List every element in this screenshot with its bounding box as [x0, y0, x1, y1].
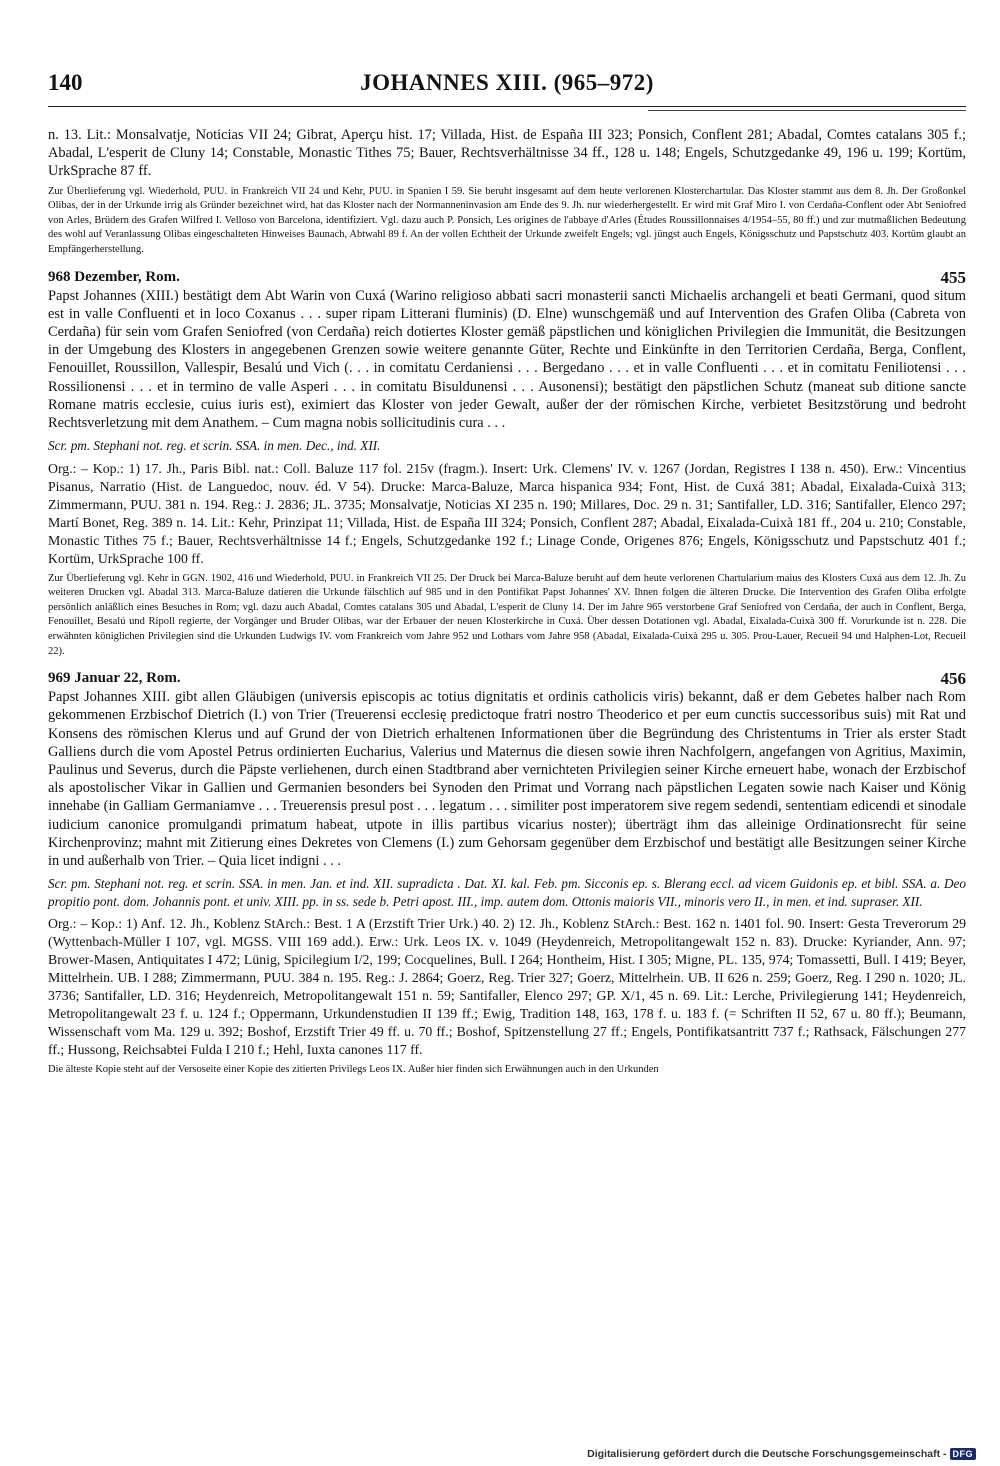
header-rule-thin — [648, 110, 966, 111]
entry-heading — [48, 669, 966, 688]
entry-456 — [48, 669, 966, 1077]
entry-note: Die älteste Kopie steht auf der Versoseite einer Kopie des zitierten Privilegs Leos IX. Außer hier finden sich Erwähnungen auch in den Urkunden — [48, 1064, 659, 1076]
intro-literature: n. 13. Lit.: Monsalvatje, Noticias VII 24; Gibrat, Aperçu hist. 17; Villada, Hist. de España III 323; Ponsich, Conflent 281; Abadal, Comtes catalans 305 f.; Abadal, L'esperit de Cluny 14; Constable, Monastic Tithes 75; Bauer, Rechtsverhältnisse 34 ff., 128 u. 148; Engels, Schutzgedanke 49, 196 u. 199; Kortüm, UrkSprache 87 ff. — [48, 127, 966, 180]
header-rule — [48, 106, 966, 107]
funding-text: Digitalisierung gefördert durch die Deutsche Forschungsgemeinschaft - — [587, 1448, 947, 1460]
entry-455 — [48, 268, 966, 660]
entry-scriptum: Scr. pm. Stephani not. reg. et scrin. SSA. in men. Dec., ind. XII. — [48, 438, 381, 454]
funding-footer — [587, 1448, 976, 1460]
entry-regest: Papst Johannes XIII. gibt allen Gläubigen (universis episcopis ac totius dignitatis et ordinis catholicis viris) bekannt, daß er dem Gebetes halber nach Rom gekommenen Erzbischof Dietrich (I.) von Trier (Treuerensi ecclesię predictoque fratri nostro Theoderico et per eum cunctis successoribus suis) mit Rat und Konsens des römischen Klerus und auf Grund der von Dietrich erhaltenen Informationen über die Begründung des Christentums in Trier als erster Stadt Galliens durch die vom Apostel Petrus ordinierten Eucharius, Valerius und Maternus die diesen sowie ihren Nachfolgern, angefangen von Agritius, Maximin, Paulinus und Severus, durch die Päpste verliehenen, durch einen Stadtbrand aber vernichteten Privilegien seiner Kirche erneuert habe, wonach der Erzbischof als apostolischer Vikar in Gallien und Germanien besonders bei Synoden den Primat und Vorrang nach päpstlichen Legaten sowie nach Kaiser und König innehabe (in Galliam Germaniamve . . . Treuerensis presul post . . . legatum . . . similiter post imperatorem sive regem sedendi, sententiam edicendi et sinodale iudicium canonice promulgandi primatum habeat, utpote in illis partibus vicarius noster); überträgt ihm das alleinige Ordinationsrecht für seine Kirchenprovinz; mahnt mit Zitierung eines Dekretes von Clemens (I.) zum Gehorsam gegenüber dem Erzbischof und bestätigt alle Besitzungen seiner Kirche in und außerhalb von Trier. – Quia licet indigni . . . — [48, 689, 966, 869]
page-number: 140 — [48, 70, 83, 95]
page — [48, 70, 966, 1076]
running-header — [48, 70, 966, 108]
entry-regest: Papst Johannes (XIII.) bestätigt dem Abt Warin von Cuxá (Warino religioso abbati sacri monasterii sancti Michaelis archangeli et beati Germani, quod situm est in valle Confluenti et in loco Coxanus . . . super ripam Litterani fluminis) (D. Elne) wunschgemäß und auf Intervention des Grafen Oliba (Cabreta von Cerdaña) für sein vom Grafen Seniofred (von Cerdaña) reich dotiertes Kloster gemäß päpstlichen und königlichen Privilegien die Immunität, die Besitzungen in der Umgebung des Klosters in angegebenen Grenzen sowie weitere genannte Güter, Rechte und Einkünfte in den Territorien Cerdaña, Berga, Conflent, Fenouillet, Roussillon, Vallespir, Besalú und Vich (. . . in comitatu Cerdaniensi . . . Bergedano . . . et in valle Confluenti . . . et in comitatu Feniliotensi . . . Rossilionensi . . . et in termino de valle Asperi . . . in comitatu Bisuldunensi . . . Ausonensi); bestätigt den päpstlichen Schutz (maneat sub ditione sancte Romane matris ecclesie, cuius iuris est), eximiert das Kloster von jeder Gewalt, außer der der römischen Kirche, verbietet Besitzstörung und bedroht Rechtsverletzung mit dem Anathem. – Cum magna nobis sollicitudinis cura . . . — [48, 287, 966, 431]
entry-date-place: 968 Dezember, Rom. — [48, 268, 180, 285]
entry-tradition: Org.: – Kop.: 1) Anf. 12. Jh., Koblenz StArch.: Best. 1 A (Erzstift Trier Urk.) 40. 2) 12. Jh., Koblenz StArch.: Best. 162 n. 1401 fol. 90. Insert: Gesta Treverorum 29 (Wyttenbach-Müller I 107, vgl. MGSS. VIII 169 add.). Erw.: Urk. Leos IX. v. 1049 (Heydenreich, Metropolitangewalt 152 n. 83). Drucke: Kyriander, Ann. 97; Brower-Masen, Antiquitates I 472; Lünig, Spicilegium I/2, 199; Cocquelines, Bull. I 264; Hontheim, Hist. I 305; Migne, PL. 135, 974; Tomassetti, Bull. I 419; Beyer, Mittelrhein. UB. I 288; Zimmermann, PUU. 384 n. 195. Reg.: J. 2864; Goerz, Reg. Trier 327; Goerz, Mittelrhein. UB. II 626 n. 259; Goerz, Reg. I 290 n. 1020; JL. 3736; Santifaller, LD. 316; Heydenreich, Metropolitangewalt 151 n. 59; Santifaller, Elenco 297; GP. X/1, 45 n. 69. Lit.: Lerche, Privilegierung 141; Heydenreich, Metropolitangewalt 23 f. u. 124 f.; Oppermann, Urkundenstudien II 139 ff.; Ewig, Tradition 148, 163, 178 f. u. 183 f. (= Schriften II 52, 67 u. 80 ff.); Beumann, Wissenschaft vom Ma. 129 u. 392; Boshof, Erzstift Trier 49 ff. u. 70 ff.; Boshof, Spitzenstellung 27 ff.; Engels, Pontifikatsantritt 737 f.; Rathsack, Fälschungen 277 ff.; Hussong, Reichsabtei Fulda I 210 f.; Hehl, Iuxta canones 117 ff. — [48, 916, 966, 1058]
running-title: JOHANNES XIII. (965–972) — [360, 70, 654, 95]
entry-note: Zur Überlieferung vgl. Kehr in GGN. 1902, 416 und Wiederhold, PUU. in Frankreich VII 25. Der Druck bei Marca-Baluze beruht auf dem heute verlorenen Chartularium maius des Klosters Cuxá aus dem 12. Jh. Zu weiteren Drucken vgl. Abadal 313. Marca-Baluze datieren die Urkunde fälschlich auf 985 und in den Pontifikat Papst Johannes' XV. Ihnen folgen die älteren Drucke. Die Intervention des Grafen Oliba erfolgte persönlich anläßlich eines Besuches in Rom; vgl. dazu auch Abadal, Comtes catalans 305 und Abadal, L'esperit de Cluny 14. Der im Jahre 965 verstorbene Graf Seniofred von Cerdaña, der auch in Conflent, Berga, Fenouillet, Besalú und Ripoll regierte, der Vorgänger und Bruder Olibas, war der Erbauer der neuen Klosterkirche in Cuxá. Über dessen Dotationen vgl. Abadal, Eixalada-Cuixà 300 ff. Vorurkunde ist n. 228. Die erwähnten königlichen Privilegien sind die Urkunden Ludwigs IV. vom Frankreich vom Jahre 952 und Lothars vom Jahre 958 (Abadal, Eixalada-Cuixà 295 u. 305. Prou-Lauer, Recueil 94 und Halphen-Lot, Recueil 22). — [48, 572, 966, 657]
page-body — [48, 126, 966, 1078]
entry-heading — [48, 268, 966, 287]
entry-number: 455 — [940, 267, 966, 287]
entry-number: 456 — [940, 669, 966, 689]
entry-scriptum: Scr. pm. Stephani not. reg. et scrin. SSA. in men. Jan. et ind. XII. supradicta . Dat. XI. kal. Feb. pm. Sicconis ep. s. Blerang eccl. ad vicem Guidonis ep. et bibl. SSA. a. Deo propitio pont. dom. Johannis pont. et univ. XIII. pp. in ss. sede b. Petri apost. III., imp. autem dom. Ottonis maioris VII., minoris vero II., in men. et ind. supraser. XII. — [48, 876, 966, 909]
entry-tradition: Org.: – Kop.: 1) 17. Jh., Paris Bibl. nat.: Coll. Baluze 117 fol. 215v (fragm.). Insert: Urk. Clemens' IV. v. 1267 (Jordan, Registres I 138 n. 450). Erw.: Vincentius Pisanus, Narratio (Hist. de Languedoc, nouv. éd. V 54). Drucke: Marca-Baluze, Marca hispanica 934; Font, Hist. de Cuxá 381; Abadal, Eixalada-Cuixà 313; Zimmermann, PUU. 381 n. 194. Reg.: J. 2836; JL. 3735; Monsalvatje, Noticias XI 235 n. 190; Millares, Doc. 29 n. 31; Santifaller, LD. 316; Santifaller, Elenco 297; Martí Bonet, Reg. 389 n. 14. Lit.: Kehr, Prinzipat 11; Villada, Hist. de España III 324; Ponsich, Conflent 287; Abadal, Eixalada-Cuixà 181 ff., 204 u. 210; Constable, Monastic Tithes 75 f.; Bauer, Rechtsverhältnisse 14 f.; Engels, Schutzgedanke 192 f.; Linage Conde, Origenes 876; Engels, Königsschutz und Papstschutz 401 f.; Kortüm, UrkSprache 100 ff. — [48, 460, 966, 566]
intro-note: Zur Überlieferung vgl. Wiederhold, PUU. in Frankreich VII 24 und Kehr, PUU. in Spanien I 59. Sie beruht insgesamt auf dem heute verlorenen Klosterchartular. Das Kloster stammt aus dem 8. Jh. Der Großonkel Olibas, der in der Urkunde irrig als Gründer bezeichnet wird, hat das Kloster nach der Normanneninvasion am Ende des 9. Jh. nur wiederhergestellt. Er wird mit Graf Miro I. von Cerdaña-Conflent oder Abt Seniofred von Arles, Brüdern des Grafen Wilfred I. Velloso von Barcelona, identifiziert. Vgl. dazu auch P. Ponsich, Les origines de l'abbaye d'Arles (Études Roussillonnaises 4/1954–55, 80 ff.) und zur mutmaßlichen Bedeutung des wohl auf Veranlassung Olibas eingeschalteten Hinweises Baunach, Abtwahl 89 f. An der vollen Echtheit der Urkunde zweifelt Engels; vgl. jüngst auch Engels, Königsschutz und Papstschutz 403. Kortüm glaubt an Empfängerherstellung. — [48, 185, 966, 255]
entry-date-place: 969 Januar 22, Rom. — [48, 670, 181, 687]
dfg-logo: DFG — [950, 1448, 977, 1460]
